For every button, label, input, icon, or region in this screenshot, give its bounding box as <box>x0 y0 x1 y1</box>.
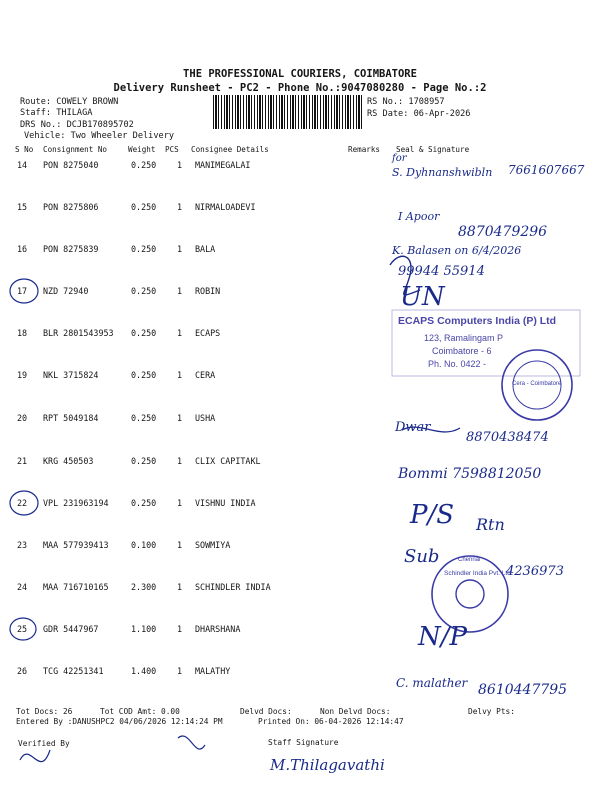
rs-date: RS Date: 06-Apr-2026 <box>367 109 471 119</box>
handwritten-note: C. malather <box>396 676 468 690</box>
row-sno: 17 <box>17 286 28 296</box>
row-consignment: PON 8275839 <box>43 244 99 254</box>
row-weight: 0.250 <box>131 328 157 338</box>
company-title: THE PROFESSIONAL COURIERS, COIMBATORE <box>183 68 417 80</box>
row-weight: 0.250 <box>131 160 157 170</box>
row-consignee: SOWMIYA <box>195 540 231 550</box>
row-consignee: CERA <box>195 370 216 380</box>
row-weight: 2.300 <box>131 582 157 592</box>
row-weight: 0.250 <box>131 370 157 380</box>
row-consignment: PON 8275040 <box>43 160 99 170</box>
handwritten-note: N/P <box>418 622 468 652</box>
row-consignee: ROBIN <box>195 286 221 296</box>
col-pcs: PCS <box>165 145 179 154</box>
row-pcs: 1 <box>177 244 183 254</box>
entered-by: Entered By :DANUSHPC2 04/06/2026 12:14:24 PM <box>16 717 223 726</box>
row-sno: 22 <box>17 498 28 508</box>
row-weight: 0.250 <box>131 413 157 423</box>
handwritten-note: S. Dyhnanshwibln <box>392 166 493 179</box>
row-consignment: RPT 5049184 <box>43 413 99 423</box>
handwritten-note: 8610447795 <box>478 682 568 698</box>
row-consignee: ECAPS <box>195 328 221 338</box>
drs-number: DRS No.: DCJB170895702 <box>20 120 134 130</box>
row-consignment: TCG 42251341 <box>43 666 104 676</box>
row-weight: 0.250 <box>131 202 157 212</box>
row-pcs: 1 <box>177 582 183 592</box>
row-consignee: NIRMALOADEVI <box>195 202 256 212</box>
row-sno: 16 <box>17 244 28 254</box>
row-pcs: 1 <box>177 498 183 508</box>
row-weight: 1.400 <box>131 666 157 676</box>
row-pcs: 1 <box>177 202 183 212</box>
schindler-stamp-city: Chennai <box>458 557 481 563</box>
verifier-signature-stroke-2 <box>178 736 205 749</box>
row-consignee: SCHINDLER INDIA <box>195 582 271 592</box>
staff-signature: M.Thilagavathi <box>270 756 385 774</box>
col-seal: Seal & Signature <box>396 145 470 154</box>
row-sno: 23 <box>17 540 28 550</box>
col-remarks: Remarks <box>348 145 381 154</box>
circle-mark-22 <box>10 491 38 515</box>
schindler-stamp-text: Schindler India Pvt. Ltd. <box>444 570 513 577</box>
row-consignee: MALATHY <box>195 666 231 676</box>
handwritten-note: 8870438474 <box>466 430 549 445</box>
rs-number: RS No.: 1708957 <box>367 97 445 107</box>
row-consignee: CLIX CAPITAKL <box>195 456 261 466</box>
row-sno: 19 <box>17 370 28 380</box>
handwritten-note: for <box>392 153 407 164</box>
verified-by-label: Verified By <box>18 739 70 748</box>
row-pcs: 1 <box>177 666 183 676</box>
staff-label: Staff: THILAGA <box>20 108 93 118</box>
row-consignment: KRG 450503 <box>43 456 94 466</box>
row-consignment: BLR 2801543953 <box>43 328 114 338</box>
row-consignment: NKL 3715824 <box>43 370 99 380</box>
row-pcs: 1 <box>177 456 183 466</box>
handwritten-note: 99944 55914 <box>398 264 485 279</box>
col-sno: S No <box>15 145 34 154</box>
row-weight: 0.100 <box>131 540 157 550</box>
row-sno: 25 <box>17 624 28 634</box>
total-cod: Tot COD Amt: 0.00 <box>100 707 180 716</box>
row-sno: 26 <box>17 666 28 676</box>
row-weight: 0.250 <box>131 456 157 466</box>
row-pcs: 1 <box>177 328 183 338</box>
row-pcs: 1 <box>177 370 183 380</box>
circle-mark-17 <box>10 279 38 303</box>
row-weight: 0.250 <box>131 286 157 296</box>
delivered-docs: Delvd Docs: <box>240 707 292 716</box>
row-sno: 21 <box>17 456 28 466</box>
row-weight: 1.100 <box>131 624 157 634</box>
row-consignee: VISHNU INDIA <box>195 498 256 508</box>
handwritten-note: 7661607667 <box>508 163 585 177</box>
handwritten-note: Sub <box>404 546 440 567</box>
row-consignee: MANIMEGALAI <box>195 160 251 170</box>
row-consignee: DHARSHANA <box>195 624 241 634</box>
col-consignment: Consignment No <box>43 145 108 154</box>
row-weight: 0.250 <box>131 244 157 254</box>
row-consignment: PON 8275806 <box>43 202 99 212</box>
row-consignment: NZD 72940 <box>43 286 89 296</box>
row-pcs: 1 <box>177 160 183 170</box>
circle-mark-25 <box>10 618 36 640</box>
handwritten-note: P/S <box>410 500 455 530</box>
row-consignment: GDR 5447967 <box>43 624 99 634</box>
handwritten-note: Rtn <box>476 515 505 534</box>
ecaps-stamp-line: Ph. No. 0422 - <box>428 359 487 369</box>
schindler-stamp-logo <box>456 580 484 608</box>
ecaps-stamp-name: ECAPS Computers India (P) Ltd <box>398 315 557 327</box>
non-delivered-docs: Non Delvd Docs: <box>320 707 391 716</box>
ecaps-stamp-line: Coimbatore - 6 <box>432 346 492 356</box>
row-consignment: VPL 231963194 <box>43 498 109 508</box>
row-sno: 18 <box>17 328 28 338</box>
verifier-signature-stroke <box>20 750 50 762</box>
total-docs: Tot Docs: 26 <box>16 707 73 716</box>
row-pcs: 1 <box>177 286 183 296</box>
handwritten-note: I Apoor <box>398 210 440 223</box>
row-pcs: 1 <box>177 540 183 550</box>
handwritten-note: 4236973 <box>506 564 564 579</box>
handwritten-note: Dwar <box>395 420 431 435</box>
handwritten-note: 8870479296 <box>458 224 548 240</box>
row-pcs: 1 <box>177 413 183 423</box>
row-pcs: 1 <box>177 624 183 634</box>
printed-on: Printed On: 06-04-2026 12:14:47 <box>258 717 404 726</box>
row-sno: 20 <box>17 413 28 423</box>
runsheet-subtitle: Delivery Runsheet - PC2 - Phone No.:9047080280 - Page No.:2 <box>113 82 487 94</box>
vehicle-label: Vehicle: Two Wheeler Delivery <box>24 131 175 141</box>
schindler-stamp-circle <box>432 556 508 632</box>
row-sno: 14 <box>17 160 28 170</box>
row-consignee: USHA <box>195 413 216 423</box>
row-consignment: MAA 716710165 <box>43 582 109 592</box>
staff-signature-label: Staff Signature <box>268 738 339 747</box>
row-consignee: BALA <box>195 244 216 254</box>
route-label: Route: COWELY BROWN <box>20 97 119 107</box>
row-consignment: MAA 577939413 <box>43 540 109 550</box>
row-sno: 24 <box>17 582 28 592</box>
ecaps-stamp-line: 123, Ramalingam P <box>424 333 504 343</box>
handwritten-note: Bommi 7598812050 <box>398 466 542 482</box>
col-details: Consignee Details <box>191 145 269 154</box>
delivery-points: Delvy Pts: <box>468 707 515 716</box>
col-weight: Weight <box>128 145 156 154</box>
handwritten-note: K. Balasen on 6/4/2026 <box>392 244 522 257</box>
row-sno: 15 <box>17 202 28 212</box>
row-weight: 0.250 <box>131 498 157 508</box>
cera-stamp-text: Cera - Coimbatore <box>512 381 562 387</box>
signature: UN <box>400 282 445 312</box>
